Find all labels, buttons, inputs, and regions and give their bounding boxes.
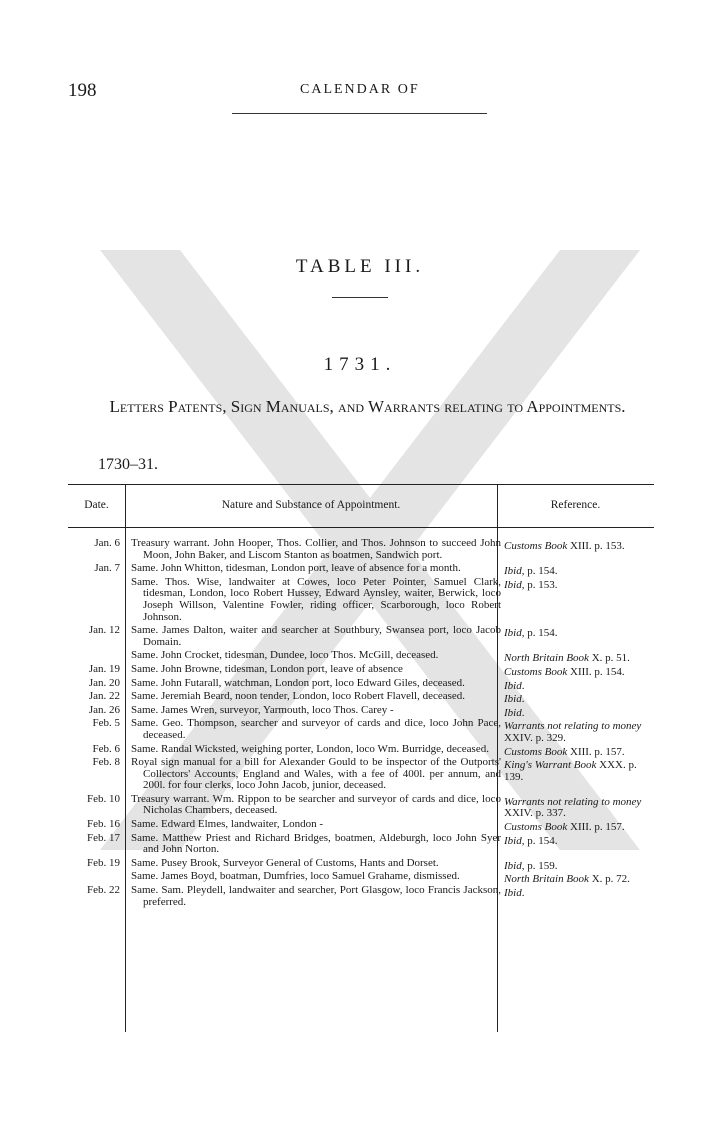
row-nature: Same. John Browne, tidesman, London port, leave of absence	[131, 662, 403, 675]
reference-location: .	[521, 887, 525, 900]
row-nature: Same. James Wren, surveyor, Yarmouth, loco Thos. Carey -	[131, 703, 394, 716]
page-number: 198	[68, 80, 97, 101]
row-nature: Same. Pusey Brook, Surveyor General of Customs, Hants and Dorset.	[131, 856, 439, 869]
table-row	[68, 664, 654, 676]
reference-source: Customs Book	[504, 540, 568, 552]
row-date: Feb. 6	[92, 742, 120, 755]
reference-source: Warrants not relating to money	[504, 720, 642, 733]
reference-source: North Britain Book	[504, 652, 589, 665]
row-nature: Same. James Boyd, boatman, Dumfries, loco Samuel Grahame, dismissed.	[131, 870, 460, 883]
reference-location: , p. 153.	[521, 578, 558, 591]
reference-location: .	[521, 706, 525, 719]
row-date: Jan. 19	[88, 662, 120, 675]
row-date: Feb. 5	[92, 717, 120, 730]
row-nature: Same. Sam. Pleydell, landwaiter and searcher, Port Glasgow, loco Francis Jackson, preferred.	[131, 884, 501, 908]
row-date: Feb. 10	[87, 792, 120, 805]
row-date: Feb. 16	[87, 818, 120, 831]
table-row	[68, 744, 654, 756]
reference-source: Ibid	[504, 565, 522, 578]
reference-location: .	[521, 679, 525, 692]
reference-location: , p. 154.	[521, 565, 558, 578]
row-reference	[504, 628, 654, 640]
reference-source: Ibid	[504, 679, 522, 692]
reference-source: Ibid	[504, 578, 522, 591]
reference-source: Ibid	[504, 706, 522, 719]
table-row	[68, 757, 654, 792]
row-nature: Same. Geo. Thompson, searcher and surveyor of cards and dice, loco John Pace, deceased.	[131, 717, 501, 741]
year-range: 1730–31.	[98, 456, 158, 473]
row-date: Jan. 22	[88, 690, 120, 703]
table-row	[68, 870, 654, 886]
section-subtitle: Letters Patents, Sign Manuals, and Warrants relating to Appointments.	[109, 397, 626, 416]
table-row	[68, 678, 654, 690]
table-row	[68, 690, 654, 706]
reference-location: XIII. p. 157.	[567, 821, 625, 834]
reference-location: , p. 154.	[521, 834, 558, 847]
reference-location: XXX. p. 139.	[504, 759, 637, 783]
reference-location: X. p. 51.	[588, 652, 630, 665]
row-nature: Same. Edward Elmes, landwaiter, London -	[131, 818, 324, 831]
appointments-table	[68, 484, 654, 1032]
table-row	[68, 792, 654, 820]
table-row	[68, 885, 654, 908]
row-nature: Same. Matthew Priest and Richard Bridges, boatmen, Aldeburgh, loco John Syer and John Norton.	[131, 831, 501, 856]
reference-source: Ibid	[504, 834, 522, 847]
row-nature: Same. Randal Wicksted, weighing porter, London, loco Wm. Burridge, deceased.	[131, 742, 489, 755]
reference-source: North Britain Book	[504, 873, 589, 886]
row-reference	[504, 760, 654, 783]
header-reference: Reference.	[550, 499, 601, 511]
table-row	[68, 833, 654, 856]
row-nature: Same. Thos. Wise, landwaiter at Cowes, loco Peter Pointer, Samuel Clark, tidesman, London, loco Robert Hussey, Edward Aynsley, waiter, Berwick, loco Joseph Willson, Valentine Fowler, riding officer, Scarborough, loco Robert Johnson.	[131, 575, 501, 623]
table-title: TABLE III.	[295, 256, 425, 277]
table-row	[68, 858, 654, 870]
row-date: Feb. 8	[92, 756, 120, 769]
reference-source: Customs Book	[504, 745, 568, 758]
reference-source: Ibid	[504, 627, 522, 640]
table-row	[68, 577, 654, 623]
table-body	[68, 538, 654, 910]
row-reference	[504, 541, 654, 553]
reference-location: , p. 154.	[521, 627, 558, 640]
table-header-rule	[68, 527, 654, 528]
reference-location: X. p. 72.	[588, 873, 630, 886]
row-date: Feb. 22	[87, 884, 120, 897]
row-nature: Same. James Dalton, waiter and searcher at Southbury, Swansea port, loco Jacob Domain.	[131, 624, 501, 648]
row-gap	[68, 908, 654, 910]
header-nature: Nature and Substance of Appointment.	[221, 499, 401, 511]
row-reference	[504, 888, 654, 900]
reference-source: Ibid	[504, 887, 522, 900]
reference-source: Customs Book	[504, 665, 568, 678]
reference-source: Ibid	[504, 859, 522, 872]
row-reference	[504, 836, 654, 848]
table-row	[68, 649, 654, 665]
table-row	[68, 562, 654, 578]
table-row	[68, 625, 654, 648]
reference-location: XXIV. p. 337.	[504, 807, 566, 820]
row-date: Feb. 19	[87, 856, 120, 869]
running-head: CALENDAR OF	[300, 82, 420, 97]
reference-source: King's Warrant Book	[504, 759, 597, 772]
reference-source: Warrants not relating to money	[504, 795, 642, 808]
row-nature: Same. John Crocket, tidesman, Dundee, loco Thos. McGill, deceased.	[131, 649, 439, 662]
row-reference	[504, 721, 654, 744]
row-nature: Same. John Futarall, watchman, London port, loco Edward Giles, deceased.	[131, 676, 465, 689]
row-reference	[504, 580, 654, 592]
row-nature: Same. John Whitton, tidesman, London port, leave of absence for a month.	[131, 562, 461, 575]
reference-location: XIII. p. 154.	[567, 665, 625, 678]
row-nature: Treasury warrant. Wm. Rippon to be searcher and surveyor of cards and dice, loco Nicholas Chambers, deceased.	[131, 792, 501, 817]
row-date: Jan. 7	[94, 562, 120, 575]
header-date: Date.	[84, 499, 109, 511]
row-nature: Royal sign manual for a bill for Alexander Gould to be inspector of the Outports' Collectors' Accounts, England and Wales, with a fee of 400l. per annum, and 200l. for four clerks, loco John Jacob, junior, deceased.	[131, 756, 501, 792]
row-date: Jan. 6	[94, 537, 120, 549]
row-date: Jan. 12	[88, 624, 120, 637]
page-header	[68, 80, 652, 102]
title-rule	[332, 297, 388, 298]
table-row	[68, 705, 654, 717]
year-heading: 1731.	[323, 354, 397, 375]
row-nature: Same. Jeremiah Beard, noon tender, London, loco Robert Flavell, deceased.	[131, 690, 466, 703]
row-reference	[504, 797, 654, 820]
reference-source: Ibid	[504, 693, 522, 706]
reference-source: Customs Book	[504, 821, 568, 834]
table-row	[68, 538, 654, 561]
reference-location: .	[521, 693, 525, 706]
table-row	[68, 818, 654, 834]
row-date: Jan. 20	[88, 676, 120, 689]
table-top-rule	[68, 484, 654, 485]
reference-location: , p. 159.	[521, 859, 558, 872]
row-date: Feb. 17	[87, 831, 120, 844]
reference-location: XIII. p. 153.	[567, 540, 625, 552]
table-row	[68, 717, 654, 744]
reference-location: XXIV. p. 329.	[504, 731, 566, 744]
reference-location: XIII. p. 157.	[567, 745, 625, 758]
row-nature: Treasury warrant. John Hooper, Thos. Collier, and Thos. Johnson to succeed John Moon, John Baker, and Liscom Stanton as boatmen, Sandwich port.	[131, 537, 501, 561]
row-date: Jan. 26	[88, 703, 120, 716]
header-rule	[232, 113, 487, 114]
